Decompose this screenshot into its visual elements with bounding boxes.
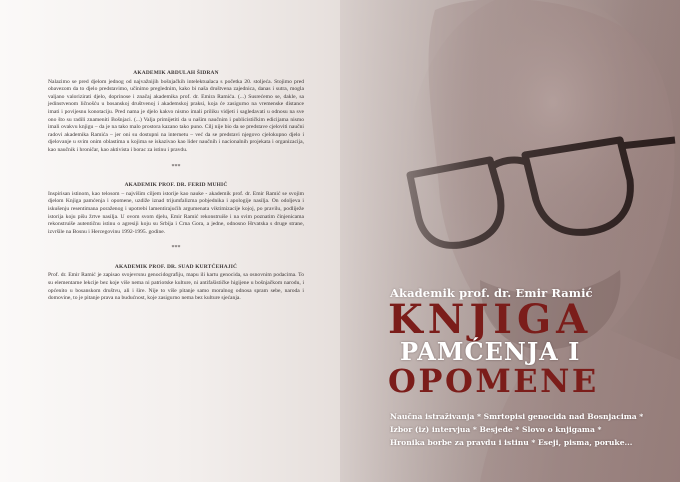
review-author: AKADEMIK ABDULAH ŠIDRAN <box>133 70 219 76</box>
cover-author: Akademik prof. dr. Emir Ramić <box>390 286 593 300</box>
separator: *** <box>171 245 181 252</box>
title-line-1: KNJIGA <box>388 296 593 343</box>
review <box>48 182 304 236</box>
review-author: AKADEMIK PROF. DR. SUAD KURTĆEHAJIĆ <box>114 263 238 270</box>
review-text: Nalazimo se pred djelom jednog od najvažnijih bošnjačkih intelektualaca s početka 20. stoljeća. Stojimo pred obavezom da to djelo predstavimo, učinimo preglednim, kako bi naša društvena zajednica, danas i sutra, mogla valjano valorizirati djelo, doprinose i značaj akademika prof. dr. Emira Ramića. (...) Susrećemo se, dakle, sa jedinstvenom ličnošću u bosanskoj društvenoj i akademskoj praksi, koja će zasigurno na vremenske distance imati i povijesnu konotaciju. Pred nama je djelo kakvo nismo imali priliku vidjeti i sagledavati u odnosu na sve ono što su radili znameniti Bošnjaci. (...) Valja primijetiti da u našim naučnim i publicističkim edicijama nismo imali ovakvu knjigu – da je na tako malo prostora kazano tako puno. Cilj nije bio da se predstave cjeloviti naučni radovi akademika Ramića – jer oni su dostupni na internetu – već da se predstavi njegovo cjelokupno djelo i djelovanje u svim onim oblastima u kojima se iskazivao kao lider naučnih i nacionalnih projekata i organizacija, kao naučnik i hroničar, kao aktivista i borac za istinu i pravdu. <box>48 78 304 153</box>
front-cover <box>340 0 680 482</box>
back-cover-reviews <box>48 70 304 303</box>
review <box>48 264 304 303</box>
review-author: AKADEMIK PROF. DR. FERID MUHIĆ <box>124 182 228 189</box>
review-text: Inspirisan istinom, kao telosom – najvišim ciljem istorije kao nauke - akademik prof. dr. Emir Ramić se svojim djelom Knjiga pamćenja i opomene, uzdiže iznad trijumfalizma pobjednika i apologije nasilja. On odoljeva i iskušenju resentimana poraženog i upotrebi lamentirajućih argumenata viktimizacije kojoj, po pravilu, podliježe istorija koju pišu žrtve nasilja. U ovom svom djelu, Emir Ramić rekonstruiše i na svim poznatim činjenicama rekonstruiše autentičnu istinu o agresiji koju su Srbija i Crna Gora, a jedne, odnosno Hrvatska s druge strane, izvršile na Bosnu i Hercegovinu 1992-1995. godine. <box>48 190 304 235</box>
subjects-line: Naučna istraživanja * Smrtopisi genocida nad Bosnjacima * <box>390 412 644 421</box>
title-line-3: OPOMENE <box>388 362 599 400</box>
review-text: Prof. dr. Emir Ramić je zapisao svojevrsnu genocidografiju, mapu ili kartu genocida, sa osnovnim podacima. To su elementarne lekcije bez koje više nema ni patriotske kulture, ni antifašističke higijene u bošnjačkom narodu, i općenito u bosanskom društvu, ali i šire. Nije to više pitanje samo moralnog odnosa spram sebe, naroda i domovine, to je pitanje prava na budućnost, koje zasigurno nema bez kulture sjećanja. <box>48 272 304 302</box>
title-line-2: PAMĆENJA I <box>400 337 581 366</box>
subjects-line: Izbor (iz) intervjua * Besjede * Slovo o knjigama * <box>390 425 602 434</box>
review <box>48 70 304 155</box>
separator: *** <box>171 163 181 170</box>
cover-subjects <box>390 410 675 449</box>
subjects-line: Hronika borbe za pravdu i istinu * Eseji, pisma, poruke... <box>390 438 633 447</box>
